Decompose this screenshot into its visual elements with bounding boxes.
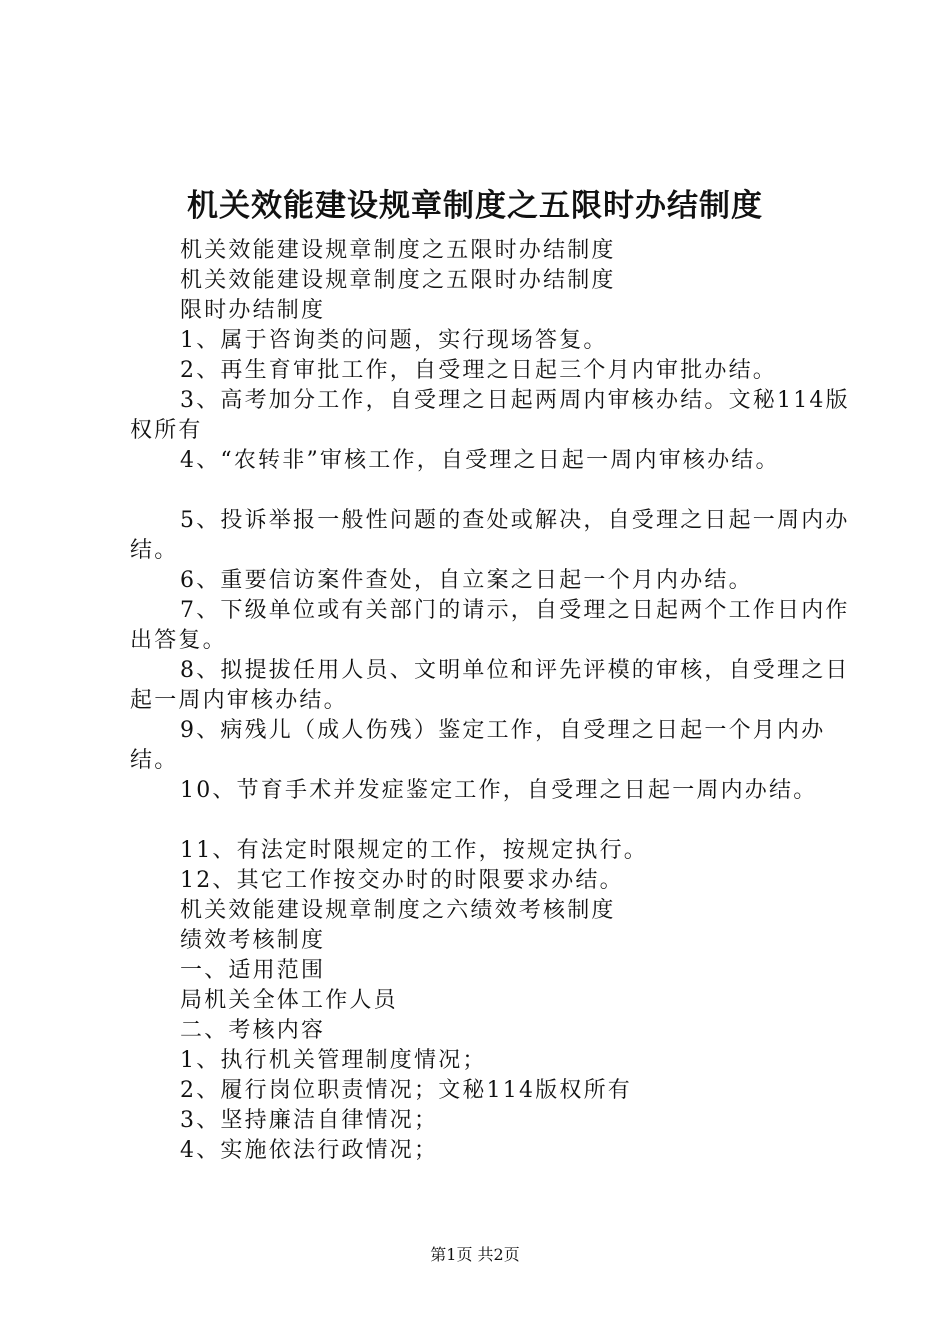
paragraph: 7、下级单位或有关部门的请示，自受理之日起两个工作日内作出答复。 bbox=[130, 598, 850, 653]
paragraph: 局机关全体工作人员 bbox=[180, 988, 398, 1013]
paragraph: 机关效能建设规章制度之五限时办结制度 bbox=[180, 268, 616, 293]
paragraph: 9、病残儿（成人伤残）鉴定工作，自受理之日起一个月内办结。 bbox=[130, 718, 826, 773]
paragraph: 6、重要信访案件查处，自立案之日起一个月内办结。 bbox=[180, 568, 753, 593]
paragraph: 一、适用范围 bbox=[180, 958, 326, 983]
paragraph: 机关效能建设规章制度之六绩效考核制度 bbox=[180, 898, 616, 923]
paragraph: 3、高考加分工作，自受理之日起两周内审核办结。文秘114版权所有 bbox=[130, 388, 850, 443]
paragraph: 限时办结制度 bbox=[180, 298, 326, 323]
paragraph: 3、坚持廉洁自律情况； bbox=[180, 1108, 439, 1133]
paragraph: 10、节育手术并发症鉴定工作，自受理之日起一周内办结。 bbox=[180, 778, 818, 803]
document-title: 机关效能建设规章制度之五限时办结制度 bbox=[187, 188, 763, 224]
paragraph: 4、实施依法行政情况； bbox=[180, 1138, 439, 1163]
paragraph: 5、投诉举报一般性问题的查处或解决，自受理之日起一周内办结。 bbox=[130, 508, 850, 563]
paragraph: 2、履行岗位职责情况；文秘114版权所有 bbox=[180, 1078, 632, 1103]
blank-line bbox=[130, 476, 850, 506]
paragraph: 8、拟提拔任用人员、文明单位和评先评模的审核，自受理之日起一周内审核办结。 bbox=[130, 658, 850, 713]
paragraph: 11、有法定时限规定的工作，按规定执行。 bbox=[180, 838, 648, 863]
page-number-footer: 第1页 共2页 bbox=[430, 1245, 520, 1264]
paragraph: 机关效能建设规章制度之五限时办结制度 bbox=[180, 238, 616, 263]
document-body bbox=[130, 236, 850, 1166]
paragraph: 绩效考核制度 bbox=[180, 928, 326, 953]
paragraph: 1、属于咨询类的问题，实行现场答复。 bbox=[180, 328, 608, 353]
paragraph: 二、考核内容 bbox=[180, 1018, 326, 1043]
paragraph: 12、其它工作按交办时的时限要求办结。 bbox=[180, 868, 624, 893]
blank-line bbox=[130, 806, 850, 836]
paragraph: 1、执行机关管理制度情况； bbox=[180, 1048, 487, 1073]
paragraph: 4、“农转非”审核工作，自受理之日起一周内审核办结。 bbox=[180, 448, 780, 473]
paragraph: 2、再生育审批工作，自受理之日起三个月内审批办结。 bbox=[180, 358, 777, 383]
